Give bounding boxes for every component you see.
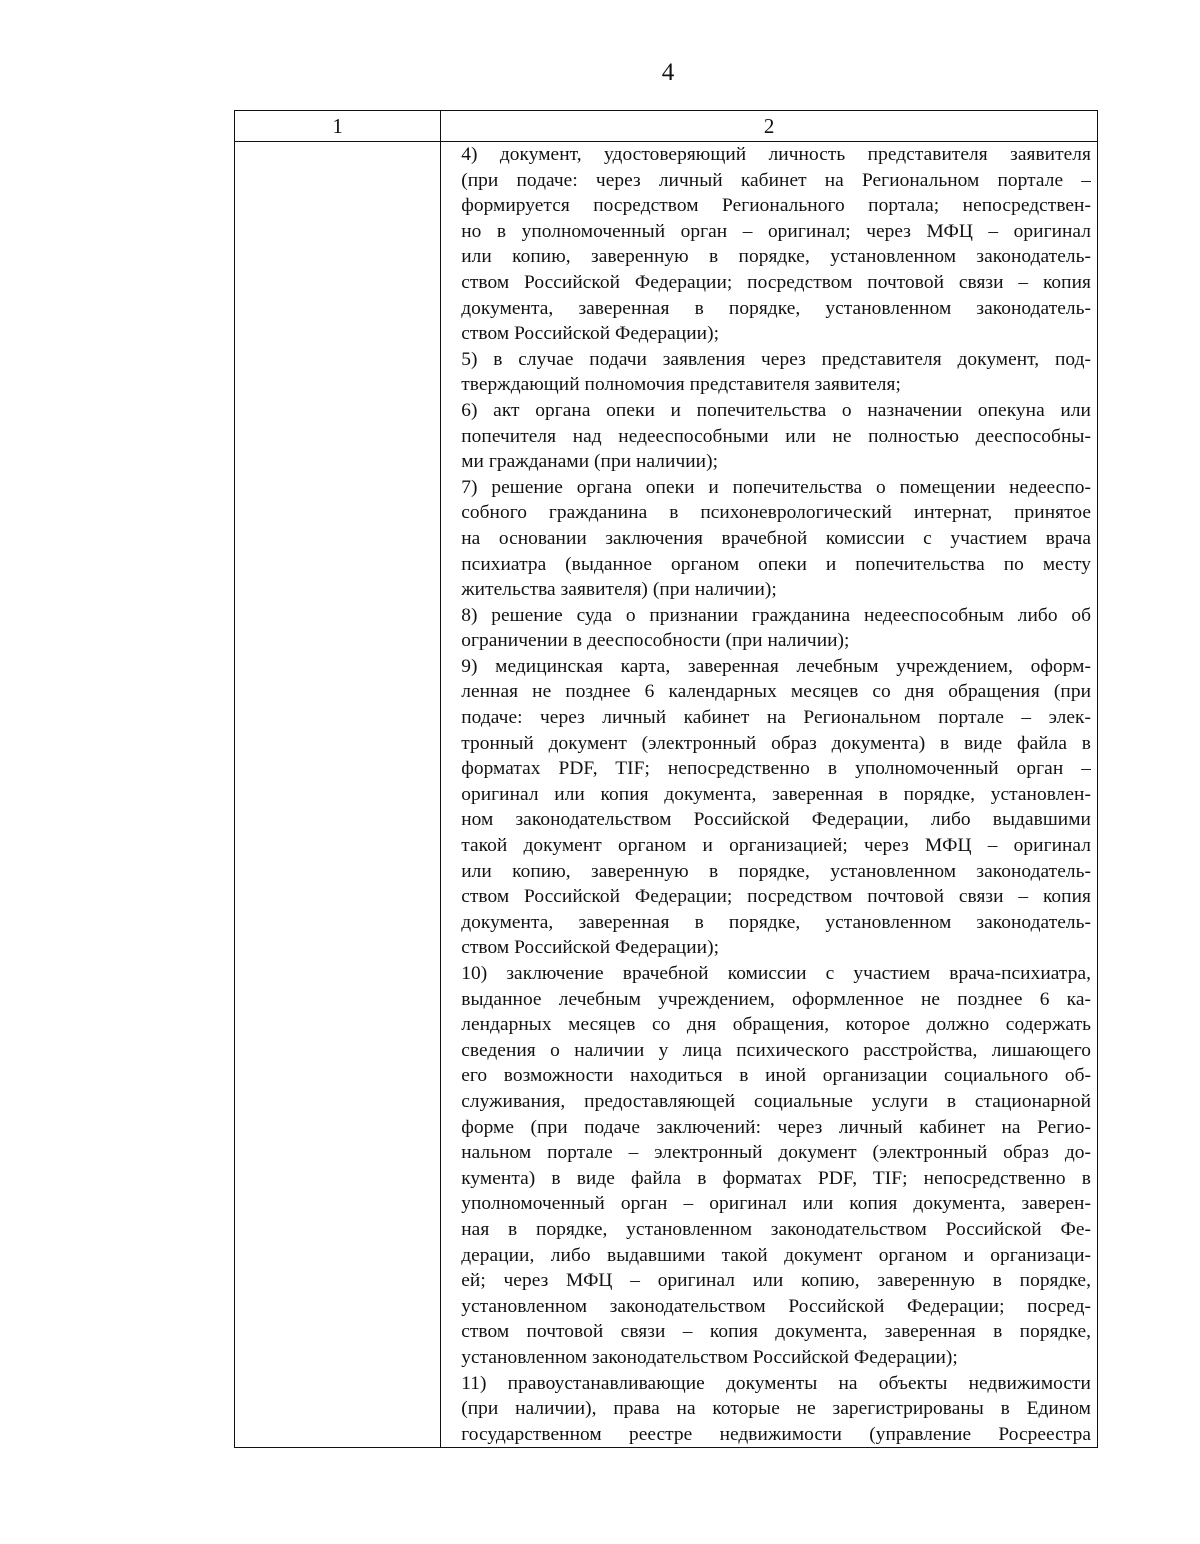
table-row — [235, 142, 1098, 1448]
text-line: ством почтовой связи – копия документа, заверенная в порядке, — [461, 1321, 1091, 1343]
text-line: или копию, заверенную в порядке, установленном законодатель- — [461, 246, 1091, 268]
text-line: 8) решение суда о признании гражданина недееспособным либо об — [461, 604, 1091, 626]
text-line: форме (при подаче заключений: через личный кабинет на Регио- — [461, 1116, 1091, 1138]
text-line: 6) акт органа опеки и попечительства о назначении опекуна или — [461, 399, 1091, 421]
text-line: жительства заявителя) (при наличии); — [461, 579, 777, 601]
text-line: установленном законодательством Российской Федерации; посред- — [461, 1295, 1091, 1317]
table-header-row — [235, 111, 1098, 142]
text-line: документа, заверенная в порядке, установленном законодатель- — [461, 297, 1091, 319]
text-line: форматах PDF, TIF; непосредственно в уполномоченный орган – — [461, 758, 1091, 780]
page-number: 4 — [661, 59, 675, 86]
text-line: попечителя над недееспособными или не полностью дееспособны- — [461, 425, 1091, 447]
text-line: 9) медицинская карта, заверенная лечебным учреждением, оформ- — [461, 655, 1091, 677]
text-line: 7) решение органа опеки и попечительства о помещении недееспо- — [461, 476, 1091, 498]
text-line: лендарных месяцев со дня обращения, которое должно содержать — [461, 1014, 1091, 1036]
text-line: 4) документ, удостоверяющий личность представителя заявителя — [461, 144, 1091, 165]
text-line: выданное лечебным учреждением, оформленное не позднее 6 ка- — [461, 988, 1091, 1010]
text-line: ном законодательством Российской Федерации, либо выдавшими — [461, 809, 1091, 831]
column-header-2: 2 — [441, 111, 1098, 142]
text-line: документа, заверенная в порядке, установленном законодатель- — [461, 911, 1091, 933]
text-line: ством Российской Федерации; посредством почтовой связи – копия — [461, 271, 1091, 293]
column-2-cell — [441, 142, 1098, 1448]
column-header-1: 1 — [235, 111, 441, 142]
text-line: подаче: через личный кабинет на Региональном портале – элек- — [461, 707, 1091, 729]
list-item — [461, 475, 1091, 603]
text-line: психиатра (выданное органом опеки и попечительства по месту — [461, 553, 1091, 575]
text-line: дерации, либо выдавшими такой документ органом и организаци- — [461, 1244, 1091, 1266]
text-line: ми гражданами (при наличии); — [461, 451, 719, 473]
text-line: ством Российской Федерации; посредством почтовой связи – копия — [461, 886, 1091, 908]
list-item — [461, 961, 1091, 1371]
list-item — [461, 1371, 1091, 1448]
text-line: на основании заключения врачебной комиссии с участием врача — [461, 527, 1091, 549]
text-line: государственном реестре недвижимости (управление Росреестра — [461, 1423, 1091, 1445]
text-line: ей; через МФЦ – оригинал или копию, заверенную в порядке, — [461, 1270, 1091, 1292]
text-line: (при подаче: через личный кабинет на Региональном портале – — [461, 169, 1091, 191]
text-line: ством Российской Федерации); — [461, 323, 720, 345]
text-line: 5) в случае подачи заявления через представителя документ, под- — [461, 348, 1091, 370]
list-item — [461, 142, 1091, 347]
text-line: формируется посредством Регионального портала; непосредствен- — [461, 195, 1091, 217]
text-line: такой документ органом и организацией; через МФЦ – оригинал — [461, 835, 1091, 857]
text-line: кумента) в виде файла в форматах PDF, TIF; непосредственно в — [461, 1167, 1091, 1189]
list-item — [461, 603, 1091, 654]
text-line: 11) правоустанавливающие документы на объекты недвижимости — [461, 1372, 1091, 1394]
text-line: уполномоченный орган – оригинал или копия документа, заверен- — [461, 1193, 1091, 1215]
text-line: служивания, предоставляющей социальные услуги в стационарной — [461, 1090, 1091, 1112]
text-line: но в уполномоченный орган – оригинал; через МФЦ – оригинал — [461, 220, 1091, 242]
text-line: или копию, заверенную в порядке, установленном законодатель- — [461, 860, 1091, 882]
document-list — [461, 142, 1091, 1447]
list-item — [461, 654, 1091, 961]
list-item — [461, 347, 1091, 398]
text-line: 10) заключение врачебной комиссии с участием врача-психиатра, — [461, 963, 1091, 984]
text-line: ством Российской Федерации); — [461, 937, 720, 959]
column-1-cell — [235, 142, 441, 1448]
text-line: ная в порядке, установленном законодательством Российской Фе- — [461, 1218, 1091, 1240]
text-line: тверждающий полномочия представителя заявителя; — [461, 374, 901, 396]
text-line: сведения о наличии у лица психического расстройства, лишающего — [461, 1039, 1091, 1061]
text-line: нальном портале – электронный документ (электронный образ до- — [461, 1142, 1091, 1164]
document-table — [234, 110, 1098, 1448]
text-line: тронный документ (электронный образ документа) в виде файла в — [461, 732, 1091, 754]
text-line: его возможности находиться в иной организации социального об- — [461, 1065, 1091, 1087]
text-line: установленном законодательством Российской Федерации); — [461, 1346, 958, 1368]
text-line: ленная не позднее 6 календарных месяцев со дня обращения (при — [461, 681, 1091, 703]
text-line: ограничении в дееспособности (при наличии); — [461, 630, 850, 652]
text-line: (при наличии), права на которые не зарегистрированы в Едином — [461, 1398, 1091, 1420]
text-line: оригинал или копия документа, заверенная в порядке, установлен- — [461, 783, 1091, 805]
text-line: собного гражданина в психоневрологический интернат, принятое — [461, 502, 1091, 524]
list-item — [461, 398, 1091, 475]
